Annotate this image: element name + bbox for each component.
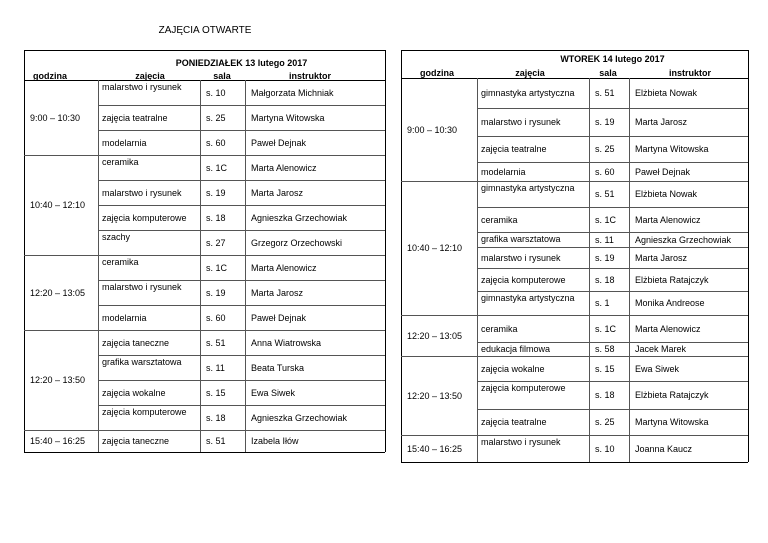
instructor-cell: Agnieszka Grzechowiak: [251, 412, 348, 423]
instructor-cell: Małgorzata Michniak: [251, 87, 334, 98]
activity-cell: ceramika: [481, 214, 518, 225]
time-slot-label: 12:20 – 13:50: [407, 390, 463, 401]
time-slot-divider: [401, 181, 477, 182]
row-divider: [98, 380, 385, 381]
table-border-right: [385, 50, 386, 452]
room-cell: s. 60: [206, 137, 226, 148]
room-cell: s. 10: [206, 87, 226, 98]
row-divider: [477, 232, 748, 233]
instructor-cell: Marta Jarosz: [251, 187, 304, 198]
time-slot-label: 12:20 – 13:05: [407, 330, 463, 341]
activity-cell: gimnastyka artystyczna: [481, 183, 575, 193]
row-divider: [477, 409, 748, 410]
instructor-cell: Elżbieta Nowak: [635, 189, 698, 199]
column-header-instructor: instruktor: [288, 71, 332, 81]
instructor-cell: Elżbieta Ratajczyk: [635, 390, 709, 400]
room-cell: s. 51: [595, 88, 615, 98]
column-header-time: godzina: [33, 71, 67, 81]
activity-cell: ceramika: [102, 257, 139, 267]
row-divider: [98, 305, 385, 306]
activity-cell: gimnastyka artystyczna: [481, 293, 575, 303]
room-cell: s. 51: [206, 337, 226, 348]
activity-cell: zajęcia komputerowe: [481, 274, 566, 285]
room-cell: s. 58: [595, 344, 615, 354]
activity-cell: gimnastyka artystyczna: [481, 88, 575, 98]
instructor-cell: Agnieszka Grzechowiak: [635, 234, 732, 245]
table-border-top: [24, 50, 385, 51]
instructor-cell: Ewa Siwek: [635, 363, 680, 374]
activity-cell: malarstwo i rysunek: [481, 117, 561, 127]
activity-cell: zajęcia wokalne: [481, 363, 545, 374]
row-divider: [477, 291, 748, 292]
table-border-top: [401, 50, 748, 51]
activity-cell: zajęcia komputerowe: [102, 407, 187, 417]
instructor-cell: Monika Andreose: [635, 298, 705, 308]
row-divider: [98, 230, 385, 231]
row-divider: [477, 136, 748, 137]
activity-cell: zajęcia teatralne: [481, 144, 547, 154]
room-cell: s. 25: [595, 417, 615, 427]
time-slot-label: 15:40 – 16:25: [407, 443, 463, 454]
room-cell: s. 19: [595, 252, 615, 263]
activity-cell: grafika warsztatowa: [102, 357, 182, 367]
table-border-bottom: [24, 452, 385, 453]
activity-cell: zajęcia taneczne: [102, 436, 170, 446]
room-cell: s. 19: [595, 117, 615, 127]
activity-cell: zajęcia wokalne: [102, 387, 166, 398]
activity-cell: malarstwo i rysunek: [102, 82, 182, 92]
activity-cell: zajęcia komputerowe: [102, 212, 187, 223]
column-header-room: sala: [213, 71, 231, 81]
activity-cell: ceramika: [481, 323, 518, 334]
row-divider: [477, 207, 748, 208]
row-divider: [98, 355, 385, 356]
row-divider: [477, 315, 748, 316]
time-slot-divider: [24, 330, 98, 331]
time-slot-label: 12:20 – 13:50: [30, 375, 86, 385]
room-cell: s. 11: [206, 362, 225, 373]
instructor-cell: Martyna Witowska: [251, 112, 325, 123]
column-header-room: sala: [599, 68, 617, 78]
activity-cell: zajęcia teatralne: [481, 417, 547, 427]
row-divider: [477, 268, 748, 269]
column-divider: [98, 80, 99, 452]
row-divider: [477, 108, 748, 109]
room-cell: s. 18: [206, 212, 226, 223]
row-divider: [477, 342, 748, 343]
row-divider: [98, 280, 385, 281]
day-title: PONIEDZIAŁEK 13 lutego 2017: [175, 58, 308, 68]
time-slot-label: 10:40 – 12:10: [30, 200, 86, 210]
document-title: ZAJĘCIA OTWARTE: [158, 25, 252, 36]
room-cell: s. 1C: [595, 214, 617, 225]
activity-cell: modelarnia: [481, 166, 526, 177]
room-cell: s. 15: [595, 363, 615, 374]
header-separator: [24, 80, 385, 81]
row-divider: [98, 105, 385, 106]
row-divider: [98, 405, 385, 406]
room-cell: s. 19: [206, 287, 226, 298]
header-separator: [401, 78, 748, 79]
instructor-cell: Martyna Witowska: [635, 417, 709, 427]
activity-cell: modelarnia: [102, 312, 147, 323]
time-slot-divider: [24, 430, 98, 431]
row-divider: [98, 330, 385, 331]
instructor-cell: Paweł Dejnak: [251, 137, 307, 148]
column-header-activity: zajęcia: [135, 71, 165, 81]
instructor-cell: Marta Alenowicz: [251, 162, 317, 173]
activity-cell: edukacja filmowa: [481, 344, 551, 354]
table-border-right: [748, 50, 749, 462]
instructor-cell: Joanna Kaucz: [635, 443, 693, 454]
instructor-cell: Anna Wiatrowska: [251, 337, 322, 348]
room-cell: s. 25: [595, 144, 615, 154]
column-header-activity: zajęcia: [515, 68, 545, 78]
table-border-left: [24, 50, 25, 452]
activity-cell: malarstwo i rysunek: [481, 252, 561, 263]
time-slot-label: 9:00 – 10:30: [30, 112, 81, 123]
activity-cell: malarstwo i rysunek: [102, 282, 182, 292]
activity-cell: zajęcia taneczne: [102, 337, 170, 348]
instructor-cell: Marta Alenowicz: [635, 214, 701, 225]
activity-cell: szachy: [102, 232, 131, 242]
activity-cell: zajęcia teatralne: [102, 112, 168, 123]
tuesday-schedule-table: [401, 50, 748, 462]
column-header-time: godzina: [420, 68, 454, 78]
row-divider: [98, 180, 385, 181]
instructor-cell: Paweł Dejnak: [635, 166, 691, 177]
row-divider: [477, 247, 748, 248]
monday-schedule-table: [24, 50, 385, 452]
room-cell: s. 15: [206, 387, 226, 398]
instructor-cell: Izabela Iłów: [251, 436, 299, 446]
instructor-cell: Agnieszka Grzechowiak: [251, 212, 348, 223]
room-cell: s. 25: [206, 112, 226, 123]
instructor-cell: Marta Jarosz: [635, 117, 688, 127]
room-cell: s. 51: [206, 436, 226, 446]
row-divider: [98, 205, 385, 206]
instructor-cell: Marta Jarosz: [635, 252, 688, 263]
time-slot-label: 12:20 – 13:05: [30, 287, 86, 298]
day-title: WTOREK 14 lutego 2017: [560, 54, 665, 64]
time-slot-label: 15:40 – 16:25: [30, 436, 86, 446]
row-divider: [477, 181, 748, 182]
activity-cell: malarstwo i rysunek: [481, 437, 561, 447]
activity-cell: ceramika: [102, 157, 139, 167]
instructor-cell: Beata Turska: [251, 362, 305, 373]
instructor-cell: Marta Jarosz: [251, 287, 304, 298]
room-cell: s. 60: [595, 166, 615, 177]
row-divider: [477, 435, 748, 436]
room-cell: s. 51: [595, 189, 615, 199]
activity-cell: malarstwo i rysunek: [102, 187, 182, 198]
row-divider: [477, 381, 748, 382]
time-slot-divider: [401, 315, 477, 316]
time-slot-divider: [401, 356, 477, 357]
activity-cell: zajęcia komputerowe: [481, 383, 566, 393]
instructor-cell: Elżbieta Nowak: [635, 88, 698, 98]
room-cell: s. 19: [206, 187, 226, 198]
column-divider: [245, 80, 246, 452]
row-divider: [98, 430, 385, 431]
room-cell: s. 18: [595, 274, 615, 285]
instructor-cell: Jacek Marek: [635, 344, 687, 354]
column-header-instructor: instruktor: [668, 68, 712, 78]
room-cell: s. 10: [595, 443, 615, 454]
time-slot-divider: [401, 435, 477, 436]
instructor-cell: Marta Alenowicz: [251, 262, 317, 273]
row-divider: [98, 130, 385, 131]
row-divider: [98, 155, 385, 156]
room-cell: s. 1C: [595, 323, 617, 334]
activity-cell: modelarnia: [102, 137, 147, 148]
table-border-left: [401, 50, 402, 462]
time-slot-divider: [24, 155, 98, 156]
instructor-cell: Ewa Siwek: [251, 387, 296, 398]
instructor-cell: Martyna Witowska: [635, 144, 709, 154]
time-slot-label: 10:40 – 12:10: [407, 243, 463, 253]
time-slot-divider: [24, 255, 98, 256]
instructor-cell: Grzegorz Orzechowski: [251, 237, 343, 248]
row-divider: [98, 255, 385, 256]
room-cell: s. 11: [595, 234, 614, 245]
room-cell: s. 1: [595, 298, 610, 308]
row-divider: [477, 356, 748, 357]
room-cell: s. 1C: [206, 262, 228, 273]
room-cell: s. 18: [595, 390, 615, 400]
room-cell: s. 60: [206, 312, 226, 323]
instructor-cell: Marta Alenowicz: [635, 323, 701, 334]
instructor-cell: Elżbieta Ratajczyk: [635, 274, 709, 285]
activity-cell: grafika warsztatowa: [481, 234, 561, 244]
instructor-cell: Paweł Dejnak: [251, 312, 307, 323]
table-border-bottom: [401, 462, 748, 463]
room-cell: s. 27: [206, 237, 226, 248]
room-cell: s. 1C: [206, 162, 228, 173]
row-divider: [477, 162, 748, 163]
time-slot-label: 9:00 – 10:30: [407, 124, 458, 135]
room-cell: s. 18: [206, 412, 226, 423]
column-divider: [200, 80, 201, 452]
